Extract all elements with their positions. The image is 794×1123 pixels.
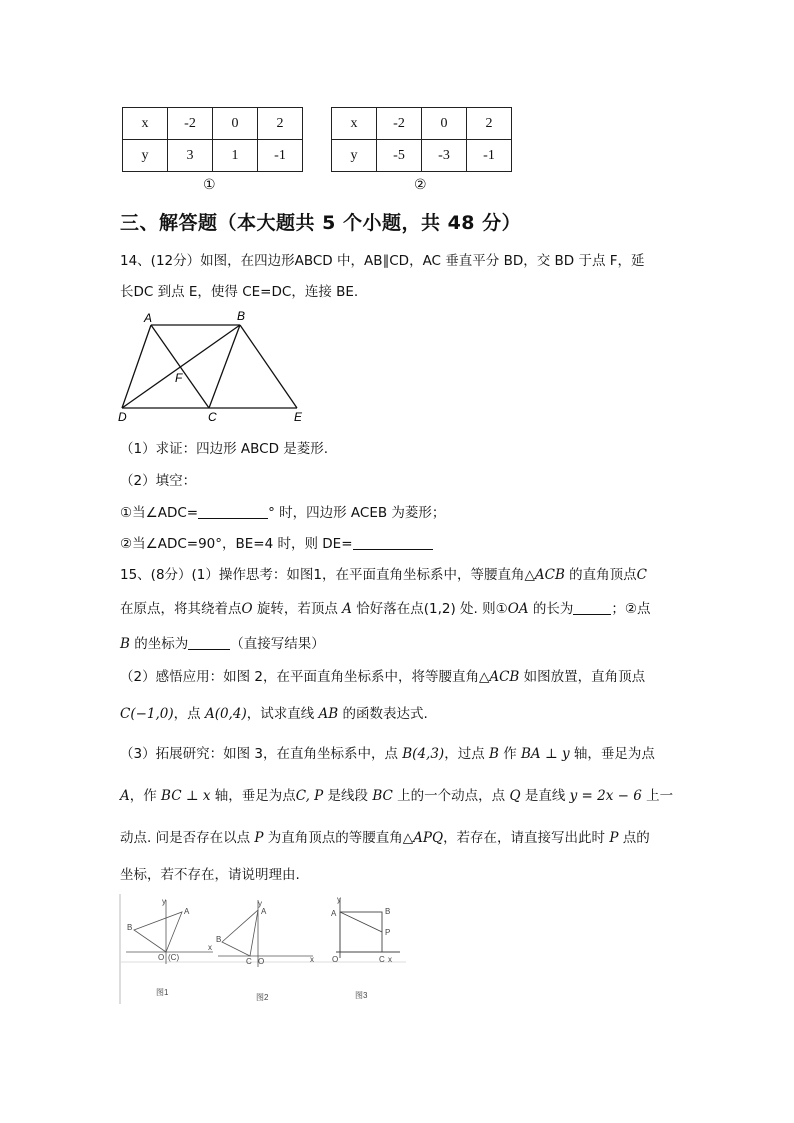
q15-text: 的坐标为 [129, 636, 189, 652]
q15-text: 旋转，若顶点 [252, 601, 343, 617]
q14-line1: 14、(12分）如图，在四边形ABCD 中，AB∥CD，AC 垂直平分 BD，交 BD 于点 F，延 [120, 253, 645, 269]
q15-math: △ACB [478, 669, 520, 685]
fig1-a-label: A [184, 907, 190, 916]
fig3-y-label: y [337, 895, 341, 904]
fig1-o-label: O [158, 953, 165, 962]
q15-math: AB [318, 706, 339, 722]
table1-header-cell: 0 [213, 108, 258, 140]
fig2-c-label: C [246, 957, 252, 966]
table2-row-cell: y [332, 140, 377, 172]
q15-text: （2）感悟应用：如图 2，在平面直角坐标系中，将等腰直角 [120, 669, 479, 685]
fig1-y-label: y [162, 897, 166, 906]
segment-bd [122, 325, 240, 408]
value-table-1 [122, 107, 303, 172]
q15-text: 在原点，将其绕着点 [120, 601, 242, 617]
fig3-b-label: B [385, 907, 391, 916]
table2-header-cell: 2 [467, 108, 512, 140]
q15-text: （直接写结果） [230, 636, 325, 652]
table1-row-cell: y [123, 140, 168, 172]
q15-math: B(4,3) [402, 746, 445, 762]
q15-math: B [120, 636, 130, 652]
figure-1 [126, 897, 213, 997]
q15-text: ，作 [129, 788, 162, 804]
q15-line6 [120, 742, 655, 762]
q15-math: (1,2) [423, 601, 456, 617]
q15-line2 [120, 597, 650, 617]
fig2-o-label: O [258, 957, 265, 966]
answer-blank[interactable] [188, 635, 230, 650]
table2-row-cell: -3 [422, 140, 467, 172]
table1-row-cell: 1 [213, 140, 258, 172]
fig3-o-label: O [332, 955, 339, 964]
q15-text: ，试求直线 [246, 706, 319, 722]
segment-ad [122, 325, 151, 408]
fig2-a-label: A [261, 907, 267, 916]
label-e: E [294, 410, 303, 424]
segment-bc [209, 325, 240, 408]
q15-line8 [120, 826, 650, 846]
q15-text: 点的 [618, 830, 650, 846]
q15-text: 恰好落在点 [351, 601, 424, 617]
q15-line4 [120, 665, 645, 685]
q15-math: △APQ [402, 830, 444, 846]
section-title: 三、解答题（本大题共 5 个小题，共 48 分） [120, 212, 522, 234]
table1-caption: ① [203, 177, 216, 193]
q14-figure [110, 308, 320, 426]
q15-text: 为直角顶点的等腰直角 [263, 830, 403, 846]
fig1-x-label: x [208, 943, 212, 952]
table1-header-cell: -2 [168, 108, 213, 140]
table2-row-cell: -1 [467, 140, 512, 172]
q15-text: 轴，垂足为点 [210, 788, 296, 804]
q15-math: BA ⊥ y [521, 746, 570, 762]
table2-row-cell: -5 [377, 140, 422, 172]
fig3-x-label: x [388, 955, 392, 964]
table1-header-cell: 2 [258, 108, 303, 140]
fig2-y-label: y [258, 899, 262, 908]
label-f: F [175, 371, 183, 385]
q15-math: BC [372, 788, 393, 804]
q15-text: 动点. 问是否存在以点 [120, 830, 255, 846]
label-d: D [118, 410, 127, 424]
fig2-b-label: B [216, 935, 222, 944]
q14-fill2 [120, 532, 433, 552]
fig3-caption: 图3 [355, 991, 368, 1000]
q15-text: 作 [498, 746, 522, 762]
q14-part1: （1）求证：四边形 ABCD 是菱形. [120, 441, 329, 457]
figure-3 [331, 895, 400, 1000]
q15-text: 15、(8分）(1）操作思考：如图1，在平面直角坐标系中，等腰直角 [120, 567, 525, 583]
q15-math: △ACB [524, 567, 565, 583]
fig2-caption: 图2 [256, 993, 269, 1002]
fig2-x-label: x [310, 955, 314, 964]
q15-math: A [342, 601, 352, 617]
value-table-2 [331, 107, 512, 172]
fig3-p-label: P [385, 928, 391, 937]
fig3-a-label: A [331, 909, 337, 918]
q15-line7 [120, 784, 673, 804]
table2-header-cell: x [332, 108, 377, 140]
q14-fill1 [120, 501, 445, 521]
table2-caption: ② [414, 177, 427, 193]
segment-be [240, 325, 297, 408]
table1-row-cell: -1 [258, 140, 303, 172]
q14-line2: 长DC 到点 E，使得 CE=DC，连接 BE. [120, 284, 359, 300]
answer-blank[interactable] [198, 504, 268, 519]
table1-row-cell: 3 [168, 140, 213, 172]
label-c: C [208, 410, 217, 424]
q15-text: ，过点 [444, 746, 489, 762]
table1-header-cell: x [123, 108, 168, 140]
fig1-b-label: B [127, 923, 133, 932]
q15-text: 是线段 [323, 788, 373, 804]
q15-text: （3）拓展研究：如图 3，在直角坐标系中，点 [120, 746, 403, 762]
q15-line5 [120, 702, 428, 722]
q15-text: 如图放置，直角顶点 [519, 669, 646, 685]
q15-line3 [120, 632, 325, 652]
q15-math: O [241, 601, 253, 617]
q15-math: OA [507, 601, 529, 617]
q15-math: B [489, 746, 499, 762]
answer-blank[interactable] [353, 535, 433, 550]
q15-math: A [120, 788, 130, 804]
q15-text: 的长为 [528, 601, 574, 617]
q15-math: y = 2x − 6 [569, 788, 642, 804]
q15-text: 的直角顶点 [564, 567, 637, 583]
q14-fill1-pre: ①当∠ADC= [120, 505, 199, 521]
label-a: A [144, 311, 153, 325]
fig1-c-label: (C) [168, 953, 180, 962]
q15-math: C(−1,0) [120, 706, 174, 722]
q14-part2: （2）填空： [120, 473, 197, 489]
q15-text: 轴，垂足为点 [569, 746, 655, 762]
q15-math: C, P [295, 788, 324, 804]
q15-math: Q [509, 788, 521, 804]
q15-text: ，点 [173, 706, 205, 722]
q15-text: 的函数表达式. [338, 706, 428, 722]
table2-header-cell: 0 [422, 108, 467, 140]
q15-text: 上的一个动点，点 [392, 788, 510, 804]
q15-text: ，若存在，请直接写出此时 [443, 830, 610, 846]
q15-math: BC ⊥ x [161, 788, 211, 804]
fig1-caption: 图1 [156, 988, 169, 997]
figure-2 [216, 899, 314, 1002]
q15-math: P [254, 830, 264, 846]
table2-header-cell: -2 [377, 108, 422, 140]
q15-math: A(0,4) [204, 706, 247, 722]
q15-text: 上一 [641, 788, 674, 804]
q14-fill2-text: ②当∠ADC=90°，BE=4 时，则 DE= [120, 536, 353, 552]
q15-text: ；②点 [611, 601, 651, 617]
q15-line9: 坐标，若不存在，请说明理由. [120, 867, 300, 883]
fig3-c-label: C [379, 955, 385, 964]
q15-math: P [609, 830, 619, 846]
q15-math: C [636, 567, 648, 583]
q15-text: 是直线 [520, 788, 570, 804]
answer-blank[interactable] [573, 600, 611, 615]
q14-fill1-post: ° 时，四边形 ACEB 为菱形； [268, 505, 446, 521]
label-b: B [237, 309, 246, 323]
q15-figures [118, 892, 408, 1010]
q15-text: 处. 则① [455, 601, 508, 617]
q15-line1 [120, 563, 647, 583]
